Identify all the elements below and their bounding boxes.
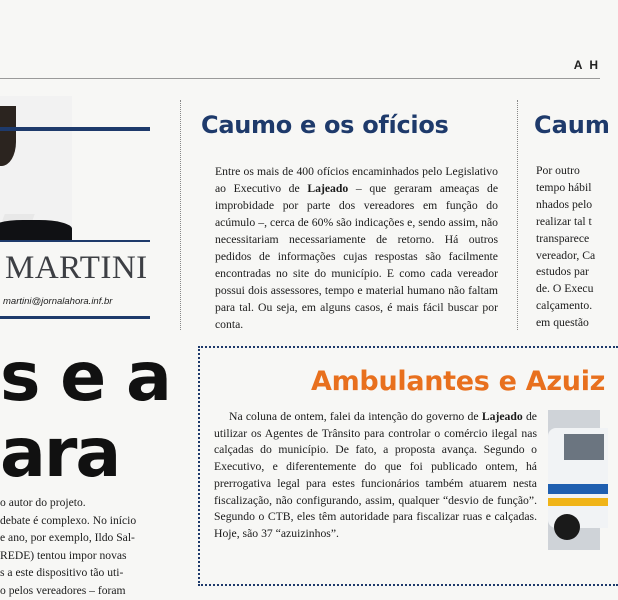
column-separator <box>517 100 518 330</box>
right-body-line: nhados pelo <box>536 197 593 211</box>
left-headline-line-2: ara <box>0 414 120 493</box>
right-article-body <box>536 163 600 332</box>
center-text-end: – que geraram ameaças de improbidade por parte dos vereadores em função do acúmulo –, cerca de 60% são indicações e, sendo assim, não necessitariam necessariamente de retorno. Há outros pedidos de informações cujas respostas são facilmente encontradas no site do município. E como cada vereador possui dois assessores, tempo e material humano não faltam para tal. Ou seja, em alguns casos, é mais fácil buscar por conta. <box>215 182 499 331</box>
center-article-body <box>215 163 498 333</box>
column-footer-rule <box>0 316 150 319</box>
center-article-title: Caumo e os ofícios <box>201 111 449 139</box>
top-rule <box>0 78 600 79</box>
box-text-start: Na coluna de ontem, falei da intenção do governo de <box>229 410 482 423</box>
column-header-rule <box>0 127 150 131</box>
column-separator <box>180 100 181 330</box>
traffic-agent-car-photo <box>548 410 600 550</box>
left-body-line: REDE) tentou impor novas <box>0 548 127 562</box>
columnist-email: martini@jornalahora.inf.br <box>3 296 113 307</box>
left-body-line: debate é complexo. No início <box>0 513 137 527</box>
columnist-name: MARTINI <box>5 250 148 286</box>
boxed-article-body <box>214 409 537 543</box>
left-body-line: s a este dispositivo tão uti- <box>0 566 124 580</box>
box-keyword: Lajeado <box>481 410 523 423</box>
right-body-line: estudos par <box>536 265 589 279</box>
newspaper-brand: A H <box>573 58 600 72</box>
boxed-article-title: Ambulantes e Azuiz <box>311 366 606 397</box>
right-body-line: em questão <box>536 316 589 330</box>
left-body-line: o autor do projeto. <box>0 496 86 509</box>
left-body-line: e ano, por exemplo, Ildo Sal- <box>0 531 135 545</box>
columnist-photo <box>0 96 72 242</box>
right-article-title: Caum <box>534 111 610 139</box>
center-text-start: Entre os mais de 400 ofícios encaminhados pelo Legislativo ao Executivo de <box>215 165 498 195</box>
column-divider-rule <box>0 240 150 242</box>
right-body-line: calçamento. <box>536 299 593 313</box>
right-body-line: Por outro <box>536 164 580 177</box>
right-body-line: tempo hábil <box>536 180 592 194</box>
right-body-line: realizar tal t <box>536 214 592 228</box>
left-body-line: o pelos vereadores – foram <box>0 583 126 597</box>
left-headline-line-1: s e a <box>0 338 170 417</box>
center-keyword: Lajeado <box>307 182 349 195</box>
left-article-body <box>0 494 170 600</box>
right-body-line: de. O Execu <box>536 282 594 296</box>
right-body-line: transparece <box>536 231 590 245</box>
box-text-end: de utilizar os Agentes de Trânsito para controlar o comércio ilegal nas calçadas do município. De fato, a proposta avança. Segundo o Executivo, e diferentemente do que foi publicado ontem, há prerrogativa legal para estes funcionários também atuarem nesta fiscalização, não configurando, assim, qualquer “desvio de função”. Segundo o CTB, eles têm autoridade para fiscalizar ruas e calçadas. Hoje, são 37 “azuizinhos”. <box>214 410 537 540</box>
right-body-line: vereador, Ca <box>536 248 596 262</box>
